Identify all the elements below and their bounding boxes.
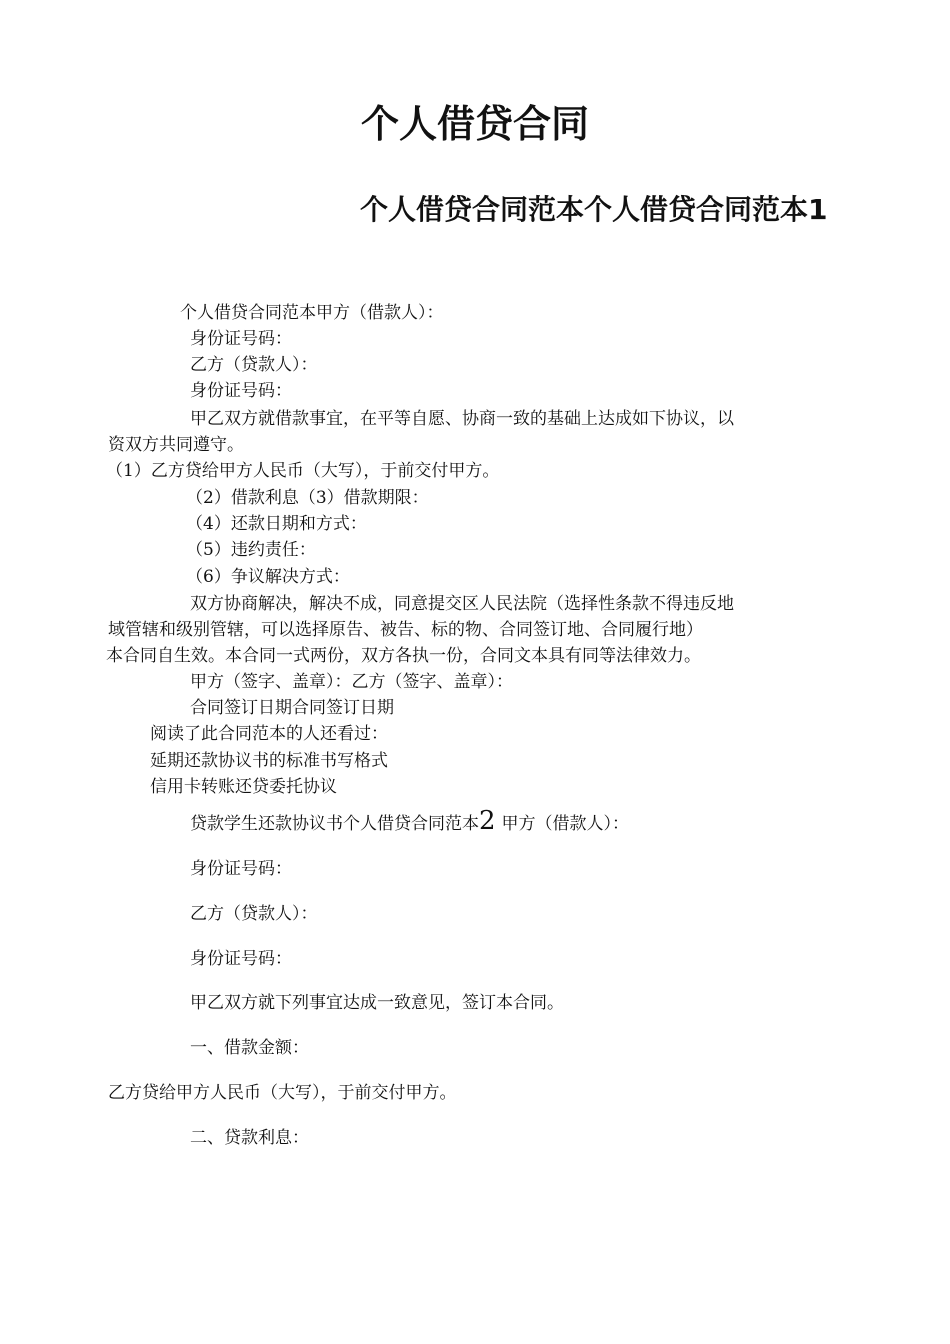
section2-clause2: 二、贷款利息： <box>190 1128 309 1148</box>
section1-agreement-line1: 甲乙双方就借款事宜，在平等自愿、协商一致的基础上达成如下协议，以 <box>190 409 734 429</box>
section2-intro-number: 2 <box>479 806 496 836</box>
section2-intro-post: 甲方（借款人）： <box>501 814 630 834</box>
related-heading: 阅读了此合同范本的人还看过： <box>150 724 388 744</box>
section1-party-b: 乙方（贷款人）： <box>190 355 318 375</box>
section2-intro <box>190 808 629 837</box>
section2-id-b: 身份证号码： <box>190 949 292 969</box>
document-title: 个人借贷合同 <box>360 102 589 146</box>
section2-clause1-text: 乙方贷给甲方人民币（大写），于前交付甲方。 <box>108 1083 457 1103</box>
related-link-1[interactable]: 延期还款协议书的标准书写格式 <box>150 751 388 771</box>
section2-intro-pre: 贷款学生还款协议书个人借贷合同范本 <box>190 814 479 834</box>
section2-party-b: 乙方（贷款人）： <box>190 904 318 924</box>
section1-item6: （6）争议解决方式： <box>186 567 350 587</box>
section1-item1: （1）乙方贷给甲方人民币（大写），于前交付甲方。 <box>106 461 500 481</box>
section1-item5: （5）违约责任： <box>186 540 316 560</box>
section1-dispute-line3: 本合同自生效。本合同一式两份，双方各执一份，合同文本具有同等法律效力。 <box>106 646 701 666</box>
section1-sign-dates: 合同签订日期合同签订日期 <box>190 698 394 718</box>
section1-intro: 个人借贷合同范本甲方（借款人）： <box>180 303 444 323</box>
section1-agreement-line2: 资双方共同遵守。 <box>108 435 244 455</box>
section1-id-b: 身份证号码： <box>190 381 292 401</box>
section1-dispute-line2: 域管辖和级别管辖，可以选择原告、被告、标的物、合同签订地、合同履行地） <box>108 620 703 640</box>
section1-id-a: 身份证号码： <box>190 329 292 349</box>
related-link-2[interactable]: 信用卡转账还贷委托协议 <box>150 777 337 797</box>
section1-item4: （4）还款日期和方式： <box>186 514 367 534</box>
section2-clause1: 一、借款金额： <box>190 1038 309 1058</box>
document-subtitle: 个人借贷合同范本个人借贷合同范本1 <box>360 193 828 226</box>
section2-agreement: 甲乙双方就下列事宜达成一致意见，签订本合同。 <box>190 993 564 1013</box>
section1-signatures: 甲方（签字、盖章）：乙方（签字、盖章）： <box>190 672 513 692</box>
section2-id-a: 身份证号码： <box>190 859 292 879</box>
section1-item2-3: （2）借款利息（3）借款期限： <box>186 488 429 508</box>
section1-dispute-line1: 双方协商解决，解决不成，同意提交区人民法院（选择性条款不得违反地 <box>190 594 734 614</box>
